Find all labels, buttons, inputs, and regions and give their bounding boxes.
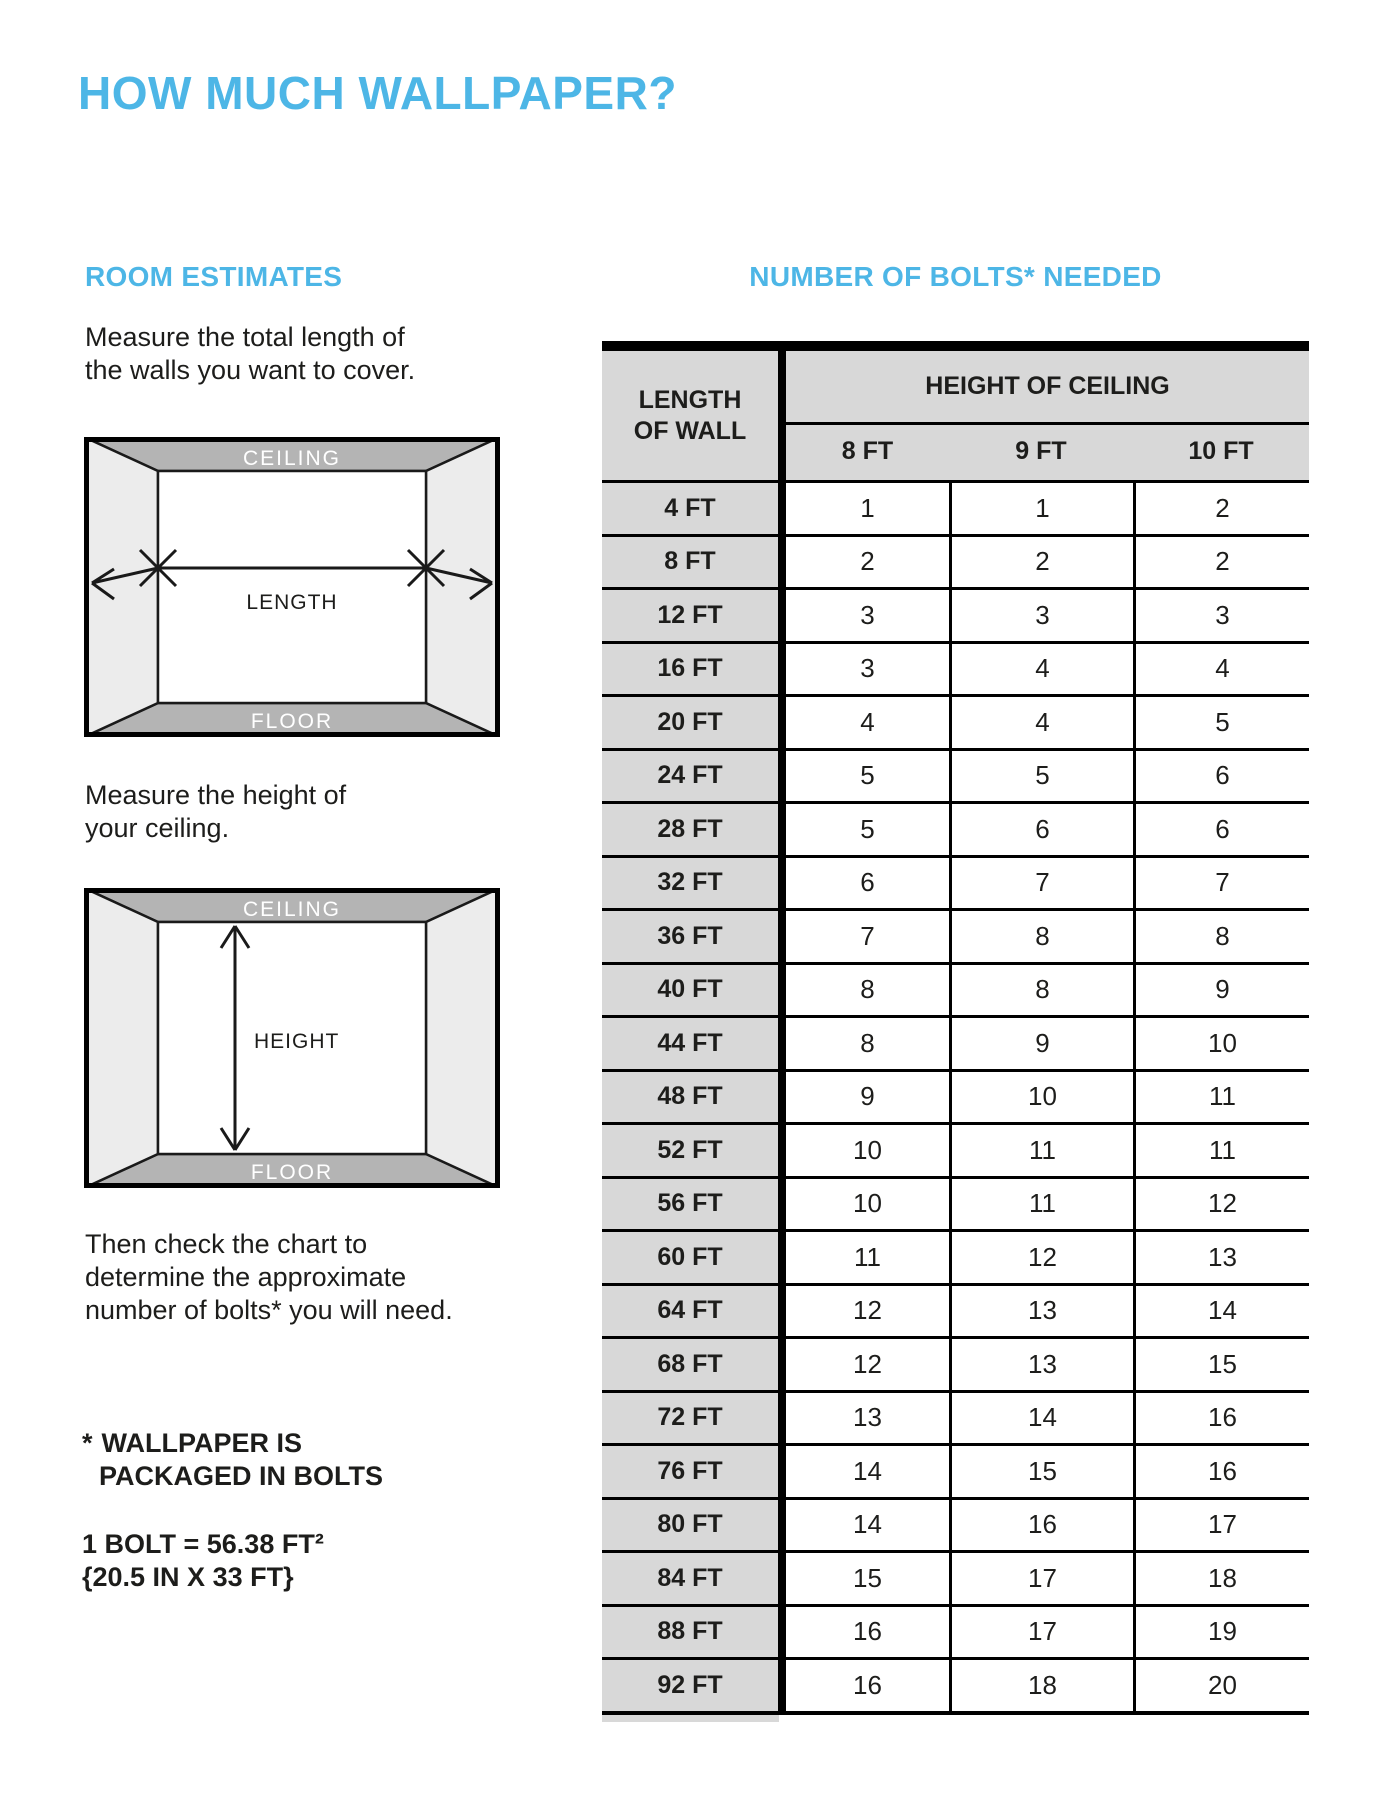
bolt-count-cell: 3 <box>949 590 1133 641</box>
table-row <box>602 801 1309 855</box>
bolt-count-cell: 15 <box>949 1446 1133 1497</box>
table-row <box>602 1550 1309 1604</box>
bolt-count-cell: 4 <box>949 644 1133 695</box>
table-row <box>602 1390 1309 1444</box>
bolt-count-cell: 2 <box>949 537 1133 588</box>
bolt-count-cell: 9 <box>949 1018 1133 1069</box>
floor-label: FLOOR <box>250 710 334 733</box>
bolt-count-cell: 14 <box>778 1446 949 1497</box>
bolt-count-cell: 1 <box>949 483 1133 534</box>
bolt-size-note <box>82 1528 324 1594</box>
bolt-count-cell: 9 <box>1133 965 1309 1016</box>
wall-length-label: 76 FT <box>602 1446 778 1497</box>
bolt-count-cell: 6 <box>778 858 949 909</box>
bolt-count-cell: 5 <box>778 804 949 855</box>
table-row <box>602 908 1309 962</box>
table-row <box>602 1015 1309 1069</box>
instruction-line: your ceiling. <box>85 813 230 843</box>
ceiling-height-columns <box>786 425 1309 477</box>
bolt-count-cell: 10 <box>949 1072 1133 1123</box>
bolt-count-cell: 3 <box>778 644 949 695</box>
bolt-count-cell: 12 <box>778 1286 949 1337</box>
wall-length-label: 28 FT <box>602 804 778 855</box>
bolt-count-cell: 7 <box>778 911 949 962</box>
bolt-count-cell: 19 <box>1133 1607 1309 1658</box>
wall-length-label: 80 FT <box>602 1500 778 1551</box>
wall-length-label: 60 FT <box>602 1232 778 1283</box>
bolt-count-cell: 11 <box>1133 1072 1309 1123</box>
back-wall-panel <box>158 471 426 703</box>
bolt-count-cell: 8 <box>778 1018 949 1069</box>
floor-label: FLOOR <box>250 1161 334 1184</box>
column-header-8ft: 8 FT <box>841 436 894 465</box>
bolt-count-cell: 7 <box>949 858 1133 909</box>
bolt-count-cell: 16 <box>778 1607 949 1658</box>
table-row <box>602 962 1309 1016</box>
bolt-count-cell: 8 <box>1133 911 1309 962</box>
table-row <box>602 641 1309 695</box>
table-row <box>602 1122 1309 1176</box>
bolt-count-cell: 11 <box>949 1125 1133 1176</box>
table-row <box>602 1497 1309 1551</box>
ceiling-label: CEILING <box>242 898 342 921</box>
instruction-line: Measure the total length of <box>85 322 405 352</box>
height-of-ceiling-label: HEIGHT OF CEILING <box>786 351 1309 425</box>
table-row <box>602 1443 1309 1497</box>
bolt-count-cell: 17 <box>949 1607 1133 1658</box>
bolt-count-cell: 12 <box>778 1339 949 1390</box>
bolts-needed-table <box>602 341 1309 1715</box>
wall-length-label: 4 FT <box>602 483 778 534</box>
wall-length-label: 8 FT <box>602 537 778 588</box>
table-row <box>602 1657 1309 1711</box>
bolt-count-cell: 4 <box>778 697 949 748</box>
table-row <box>602 1229 1309 1283</box>
bolt-count-cell: 16 <box>1133 1393 1309 1444</box>
wall-length-label: 20 FT <box>602 697 778 748</box>
instruction-line: determine the approximate <box>85 1262 407 1292</box>
bolt-count-cell: 16 <box>949 1500 1133 1551</box>
table-row <box>602 694 1309 748</box>
table-row <box>602 855 1309 909</box>
length-of-wall-header: LENGTH OF WALL <box>602 351 778 480</box>
table-row <box>602 1176 1309 1230</box>
bolt-count-cell: 18 <box>949 1660 1133 1711</box>
wall-length-label: 40 FT <box>602 965 778 1016</box>
height-label: HEIGHT <box>254 1030 340 1053</box>
bolt-count-cell: 13 <box>778 1393 949 1444</box>
asterisk-marker: * <box>82 1428 93 1458</box>
bolt-count-cell: 20 <box>1133 1660 1309 1711</box>
bolt-count-cell: 17 <box>1133 1500 1309 1551</box>
bolt-count-cell: 3 <box>778 590 949 641</box>
bolt-count-cell: 6 <box>1133 751 1309 802</box>
bolt-count-cell: 16 <box>1133 1446 1309 1497</box>
bolt-count-cell: 2 <box>1133 483 1309 534</box>
table-row <box>602 1604 1309 1658</box>
bolt-count-cell: 8 <box>778 965 949 1016</box>
bolt-count-cell: 14 <box>1133 1286 1309 1337</box>
bolt-count-cell: 18 <box>1133 1553 1309 1604</box>
bolt-count-cell: 16 <box>778 1660 949 1711</box>
bolt-count-cell: 14 <box>949 1393 1133 1444</box>
footnote-text: WALLPAPER IS <box>101 1428 303 1458</box>
instruction-line: Then check the chart to <box>85 1229 368 1259</box>
bolt-count-cell: 9 <box>778 1072 949 1123</box>
room-length-diagram <box>84 437 500 737</box>
table-row <box>602 1336 1309 1390</box>
bolt-count-cell: 13 <box>1133 1232 1309 1283</box>
instruction-step-3 <box>85 1228 453 1327</box>
wall-length-label: 48 FT <box>602 1072 778 1123</box>
bolt-count-cell: 5 <box>949 751 1133 802</box>
bolt-count-cell: 2 <box>1133 537 1309 588</box>
wallpaper-footnote <box>82 1427 383 1493</box>
table-row <box>602 1283 1309 1337</box>
bolt-count-cell: 12 <box>949 1232 1133 1283</box>
table-row <box>602 480 1309 534</box>
bolt-count-cell: 13 <box>949 1339 1133 1390</box>
table-row <box>602 534 1309 588</box>
bolt-count-cell: 4 <box>1133 644 1309 695</box>
ceiling-label: CEILING <box>242 447 342 470</box>
wall-length-label: 68 FT <box>602 1339 778 1390</box>
length-label: LENGTH <box>246 591 338 614</box>
table-header <box>602 351 1309 480</box>
bolt-count-cell: 8 <box>949 911 1133 962</box>
bolt-count-cell: 10 <box>778 1125 949 1176</box>
instruction-line: Measure the height of <box>85 780 347 810</box>
table-row <box>602 748 1309 802</box>
instruction-step-1 <box>85 321 415 387</box>
bolt-count-cell: 17 <box>949 1553 1133 1604</box>
table-row <box>602 587 1309 641</box>
bolt-count-cell: 11 <box>949 1179 1133 1230</box>
wall-length-label: 12 FT <box>602 590 778 641</box>
table-body <box>602 480 1309 1711</box>
bolt-count-cell: 11 <box>1133 1125 1309 1176</box>
bolt-size-line: 1 BOLT = 56.38 FT² <box>82 1529 324 1559</box>
wall-length-label: 16 FT <box>602 644 778 695</box>
wall-length-label: 24 FT <box>602 751 778 802</box>
bolt-count-cell: 12 <box>1133 1179 1309 1230</box>
bolt-count-cell: 10 <box>778 1179 949 1230</box>
bolt-size-line: {20.5 IN X 33 FT} <box>82 1562 294 1592</box>
bolt-count-cell: 5 <box>778 751 949 802</box>
bolt-count-cell: 10 <box>1133 1018 1309 1069</box>
footnote-text: PACKAGED IN BOLTS <box>99 1461 384 1491</box>
bolt-count-cell: 8 <box>949 965 1133 1016</box>
room-estimates-heading: ROOM ESTIMATES <box>85 261 343 292</box>
bolt-count-cell: 4 <box>949 697 1133 748</box>
table-row <box>602 1069 1309 1123</box>
footnote-line <box>82 1427 383 1460</box>
column-header-10ft: 10 FT <box>1188 436 1254 465</box>
wall-length-label: 56 FT <box>602 1179 778 1230</box>
bolt-count-cell: 15 <box>1133 1339 1309 1390</box>
bolt-count-cell: 15 <box>778 1553 949 1604</box>
wall-length-label: 92 FT <box>602 1660 778 1711</box>
left-wall-panel <box>84 888 158 1188</box>
wall-length-label: 64 FT <box>602 1286 778 1337</box>
wall-length-label: 32 FT <box>602 858 778 909</box>
height-of-ceiling-header <box>778 351 1309 480</box>
wall-length-label: 84 FT <box>602 1553 778 1604</box>
bolt-count-cell: 14 <box>778 1500 949 1551</box>
bolt-count-cell: 6 <box>949 804 1133 855</box>
table-footer-strip <box>602 1715 779 1722</box>
bolt-count-cell: 2 <box>778 537 949 588</box>
page-title: HOW MUCH WALLPAPER? <box>78 67 677 119</box>
bolts-table-heading: NUMBER OF BOLTS* NEEDED <box>749 261 1162 292</box>
room-height-diagram <box>84 888 500 1188</box>
column-header-9ft: 9 FT <box>1015 436 1067 465</box>
bolt-count-cell: 5 <box>1133 697 1309 748</box>
wall-length-label: 72 FT <box>602 1393 778 1444</box>
bolt-count-cell: 3 <box>1133 590 1309 641</box>
bolt-count-cell: 11 <box>778 1232 949 1283</box>
wall-length-label: 44 FT <box>602 1018 778 1069</box>
instruction-line: number of bolts* you will need. <box>85 1295 453 1325</box>
wall-length-label: 88 FT <box>602 1607 778 1658</box>
bolt-count-cell: 6 <box>1133 804 1309 855</box>
bolt-count-cell: 13 <box>949 1286 1133 1337</box>
wall-length-label: 52 FT <box>602 1125 778 1176</box>
instruction-step-2 <box>85 779 346 845</box>
bolt-count-cell: 1 <box>778 483 949 534</box>
right-wall-panel <box>426 888 500 1188</box>
instruction-line: the walls you want to cover. <box>85 355 416 385</box>
wall-length-label: 36 FT <box>602 911 778 962</box>
bolt-count-cell: 7 <box>1133 858 1309 909</box>
